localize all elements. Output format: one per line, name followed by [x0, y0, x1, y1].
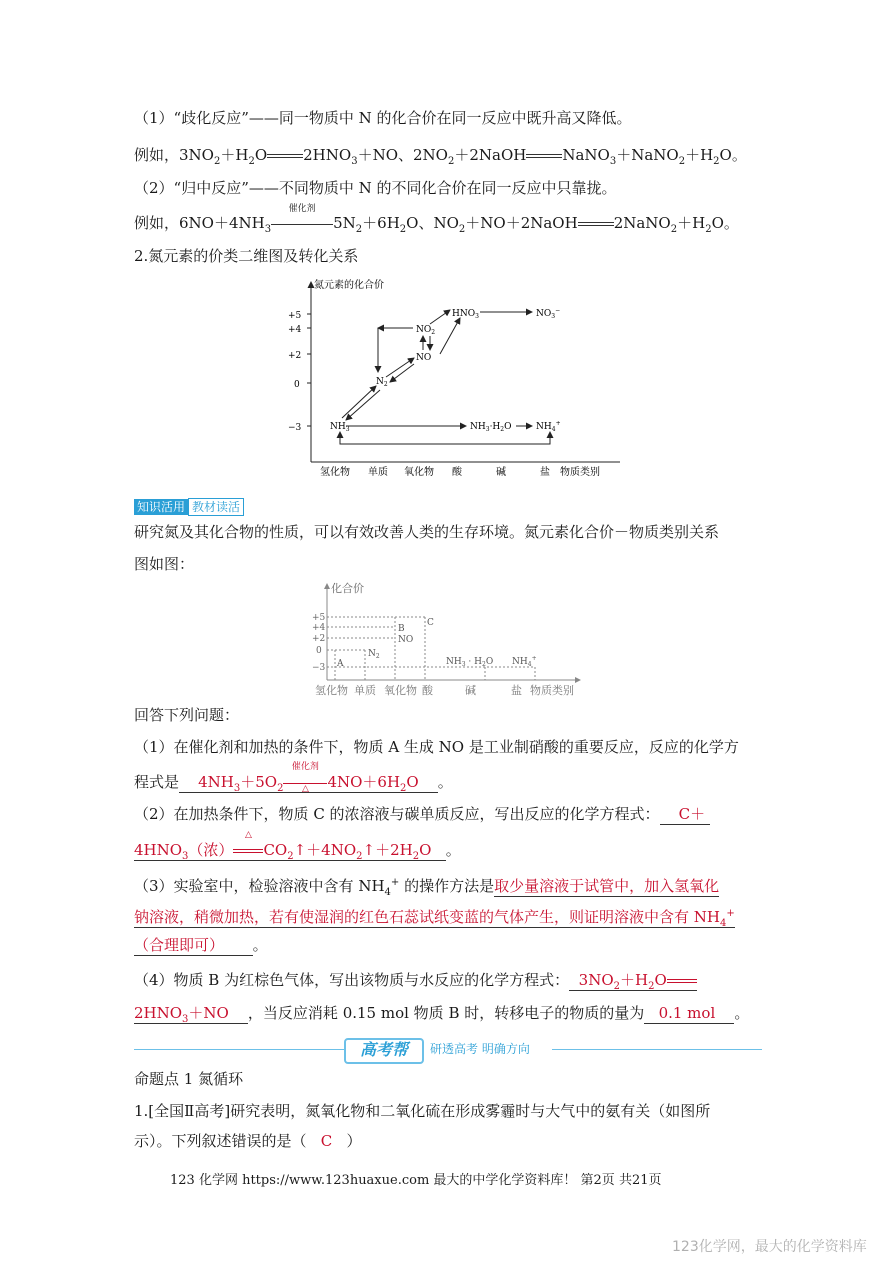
example-1: 例如，$3NO_2+H_2O$ $2HNO_3+NO$、$2NO_2+2NaOH$ $NaNO_3+NaNO_2+H_2O$。	[134, 146, 747, 167]
point-nh4: $NH_4^+$	[512, 655, 537, 668]
species-no2: $NO_2$	[416, 325, 436, 336]
exam-question-line-1: 1.[全国Ⅱ高考]研究表明，氮氧化物和二氧化硫在形成雾霾时与大气中的氨有关（如图所	[134, 1102, 711, 1120]
heading-disproportionation: （1）“歧化反应”——同一物质中 N 的化合价在同一反应中既升高又降低。	[134, 109, 632, 127]
valence-category-diagram	[280, 272, 630, 482]
ytick: +5	[312, 613, 326, 623]
point-b: B	[398, 624, 405, 634]
question-1-text: （1）在催化剂和加热的条件下，物质 A 生成 NO 是工业制硝酸的重要反应，反应的化学方	[134, 738, 739, 756]
ytick: +4	[288, 325, 302, 335]
xtick: 酸	[422, 684, 433, 697]
point-a: A	[337, 659, 344, 669]
xtick: 氧化物	[384, 684, 417, 697]
diagram1-yticks	[288, 311, 302, 433]
answer-4a: $3NO_2+H_2O$	[569, 971, 697, 991]
question-2-answer-line: $4HNO_3$（浓） △ $CO_2↑+4NO_2↑+2H_2O$ 。	[134, 830, 461, 862]
ytick: 0	[294, 380, 300, 390]
banner-line-left	[134, 1049, 344, 1050]
xtick: 盐	[511, 684, 522, 697]
diagram2-ylabel: 化合价	[331, 582, 364, 595]
species-no: NO	[416, 353, 432, 363]
page-footer: 123 化学网 https://www.123huaxue.com 最大的中学化学资料库！ 第2页 共21页	[170, 1173, 662, 1188]
heading-comproportionation: （2）“归中反应”——不同物质中 N 的不同化合价在同一反应中只靠拢。	[134, 179, 617, 197]
example-2: 例如，$6NO+4NH_3$ 催化剂 $5N_2+6H_2O$、$NO_2+NO+2NaOH$ $2NaNO_2+H_2O$。	[134, 204, 739, 235]
species-nh3: $NH_3$	[330, 422, 350, 433]
species-nh3h2o: $NH_3\cdot H_2O$	[470, 422, 512, 433]
answer-3b: 钠溶液，稍微加热，若有使湿润的红色石蕊试纸变蓝的气体产生，则证明溶液中含有 $NH_4^+$	[134, 908, 735, 929]
point-c: C	[427, 618, 434, 628]
species-hno3: $HNO_3$	[452, 309, 479, 320]
ytick: +2	[312, 634, 326, 644]
banner-line-right	[552, 1049, 762, 1050]
diagram1-ylabel: 氮元素的化合价	[314, 280, 384, 291]
point-no: NO	[398, 635, 414, 645]
section-heading: 2.氮元素的价类二维图及转化关系	[134, 247, 359, 265]
answer-1: $4NH_3+5O_2$ 催化剂 △ $4NO+6H_2O$	[179, 762, 438, 794]
ytick: +5	[288, 311, 302, 321]
question-1-answer-line: 程式是 $4NH_3+5O_2$ 催化剂 △ $4NO+6H_2O$ 。	[134, 762, 453, 794]
tag-knowledge-use: 知识活用	[134, 499, 188, 515]
question-3-answer-line	[134, 904, 735, 934]
answer-2a: C＋	[659, 805, 710, 823]
exam-question-line-2: 示）。下列叙述错误的是（ C ）	[134, 1132, 362, 1150]
banner-subtitle: 研透高考 明确方向	[430, 1042, 530, 1056]
answer-2b: $4HNO_3$（浓） △ $CO_2↑+4NO_2↑+2H_2O$	[134, 830, 446, 862]
questions-prompt: 回答下列问题：	[134, 706, 240, 724]
intro-line-1: 研究氮及其化合物的性质，可以有效改善人类的生存环境。氮元素化合价－物质类别关系	[134, 523, 720, 541]
question-4-answer-line: $2HNO_3+NO$ ，当反应消耗 0.15 mol 物质 B 时，转移电子的物质的量为 0.1 mol 。	[134, 1004, 750, 1025]
answer-4b: $2HNO_3+NO$	[134, 1004, 248, 1025]
question-3-text: （3）实验室中，检验溶液中含有 $NH_4^+$ 的操作方法是取少量溶液于试管中，加入氢氧化	[134, 877, 720, 898]
question-4-text: （4）物质 B 为红棕色气体，写出该物质与水反应的化学方程式： $3NO_2+H_2O$	[134, 970, 697, 997]
xtick: 单质	[368, 467, 388, 478]
exam-point: 命题点 1 氮循环	[134, 1070, 244, 1088]
tag-textbook: 教材读活	[188, 498, 244, 516]
question-3-answer-end: （合理即可） 。	[134, 936, 268, 954]
xlabel: 物质类别	[560, 467, 600, 478]
xlabel: 物质类别	[530, 684, 574, 697]
valence-category-diagram-2	[310, 580, 590, 700]
xtick: 碱	[465, 684, 476, 697]
diagram1-xticks	[320, 465, 600, 478]
knowledge-tags	[134, 496, 244, 516]
species-nh4: $NH_4^+$	[536, 420, 561, 433]
ytick: −3	[288, 423, 302, 433]
point-nh3h2o: $NH_3 \cdot H_2O$	[446, 657, 494, 668]
ytick: 0	[316, 646, 322, 656]
exam-answer: C	[320, 1132, 333, 1150]
xtick: 氢化物	[315, 684, 348, 697]
ytick: +4	[312, 623, 326, 633]
watermark: 123化学网，最大的化学资料库	[672, 1239, 867, 1255]
xtick: 氧化物	[404, 467, 434, 478]
question-2-text: （2）在加热条件下，物质 C 的浓溶液与碳单质反应，写出反应的化学方程式： C＋	[134, 805, 710, 823]
xtick: 酸	[452, 467, 462, 478]
species-n2: $N_2$	[376, 377, 388, 388]
banner-title: 高考帮	[344, 1038, 424, 1064]
point-n2: $N_2$	[368, 649, 380, 660]
xtick: 单质	[354, 684, 376, 697]
xtick: 碱	[496, 467, 506, 478]
xtick: 氢化物	[320, 467, 350, 478]
answer-3a: 取少量溶液于试管中，加入氢氧化	[494, 877, 720, 895]
intro-line-2: 图如图：	[134, 555, 195, 573]
xtick: 盐	[540, 467, 550, 478]
answer-4c: 0.1 mol	[644, 1004, 734, 1024]
ytick: −3	[312, 663, 326, 673]
answer-3c: （合理即可）	[134, 936, 253, 956]
ytick: +2	[288, 351, 302, 361]
species-no3: $NO_3^-$	[536, 307, 561, 320]
